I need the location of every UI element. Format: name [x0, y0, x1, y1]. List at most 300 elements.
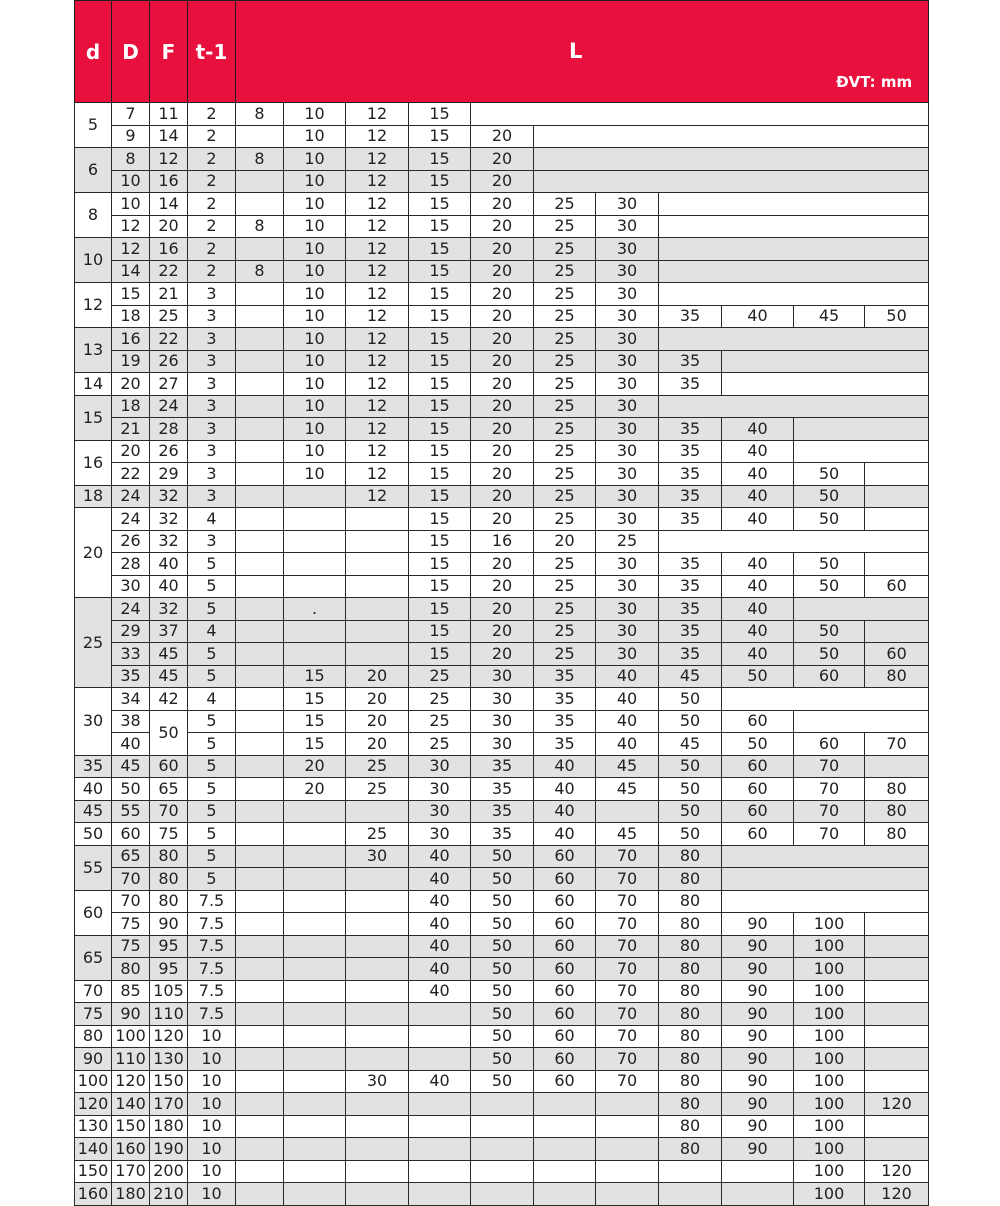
cell-L: 30 — [596, 598, 659, 621]
header-D: D — [112, 1, 150, 103]
cell-t: 3 — [188, 395, 236, 418]
cell-L-empty — [722, 350, 929, 373]
table-body — [75, 1, 929, 1206]
cell-D: 60 — [112, 823, 150, 846]
cell-L — [236, 958, 284, 981]
cell-L-empty — [659, 193, 929, 216]
cell-L: 25 — [534, 328, 596, 351]
cell-L-empty — [794, 598, 929, 621]
cell-F: 11 — [150, 103, 188, 126]
cell-L: 35 — [471, 800, 534, 823]
table-row — [75, 890, 929, 913]
cell-L: 12 — [346, 283, 409, 306]
cell-L: 40 — [722, 575, 794, 598]
cell-L: 30 — [596, 283, 659, 306]
cell-D: 29 — [112, 620, 150, 643]
cell-L: 50 — [471, 935, 534, 958]
cell-t: 10 — [188, 1093, 236, 1116]
cell-d: 45 — [75, 800, 112, 823]
cell-D: 16 — [112, 328, 150, 351]
cell-L: 20 — [471, 440, 534, 463]
cell-L — [346, 958, 409, 981]
cell-L: 40 — [722, 553, 794, 576]
cell-t: 2 — [188, 215, 236, 238]
cell-L — [284, 1093, 346, 1116]
cell-L — [346, 1138, 409, 1161]
table-row — [75, 1048, 929, 1071]
cell-L — [471, 1138, 534, 1161]
cell-D: 33 — [112, 643, 150, 666]
cell-L: 30 — [409, 800, 471, 823]
cell-L: 25 — [534, 508, 596, 531]
cell-L — [236, 1070, 284, 1093]
cell-L: 15 — [284, 710, 346, 733]
cell-L — [236, 778, 284, 801]
cell-L: 40 — [596, 688, 659, 711]
cell-L: 70 — [596, 890, 659, 913]
cell-d: 20 — [75, 508, 112, 598]
cell-L: 12 — [346, 170, 409, 193]
cell-t: 10 — [188, 1115, 236, 1138]
cell-L: 25 — [409, 710, 471, 733]
cell-L — [471, 1183, 534, 1206]
cell-F: 50 — [150, 710, 188, 755]
cell-L: 10 — [284, 328, 346, 351]
cell-L: 25 — [534, 575, 596, 598]
cell-F: 75 — [150, 823, 188, 846]
cell-F: 32 — [150, 598, 188, 621]
cell-L: 80 — [659, 890, 722, 913]
cell-L: 80 — [865, 800, 929, 823]
cell-F: 90 — [150, 913, 188, 936]
cell-L — [236, 845, 284, 868]
cell-L: 15 — [409, 328, 471, 351]
cell-L: 60 — [534, 868, 596, 891]
cell-L: 30 — [596, 485, 659, 508]
cell-D: 160 — [112, 1138, 150, 1161]
cell-L — [236, 1048, 284, 1071]
cell-L: 10 — [284, 193, 346, 216]
cell-L — [409, 1003, 471, 1026]
cell-L: 15 — [409, 485, 471, 508]
cell-L: 30 — [596, 643, 659, 666]
cell-L: 35 — [659, 440, 722, 463]
cell-L — [236, 643, 284, 666]
cell-t: 10 — [188, 1183, 236, 1206]
cell-L: 8 — [236, 260, 284, 283]
cell-L — [284, 980, 346, 1003]
cell-L: 35 — [659, 553, 722, 576]
cell-D: 18 — [112, 305, 150, 328]
table-row — [75, 1115, 929, 1138]
cell-L: 40 — [534, 823, 596, 846]
cell-L — [236, 935, 284, 958]
cell-F: 45 — [150, 643, 188, 666]
cell-L: 25 — [534, 373, 596, 396]
cell-L: 60 — [794, 665, 865, 688]
cell-L — [284, 1183, 346, 1206]
cell-L: 15 — [409, 440, 471, 463]
cell-L — [284, 485, 346, 508]
cell-t: 5 — [188, 665, 236, 688]
cell-L: 120 — [865, 1160, 929, 1183]
cell-L — [346, 800, 409, 823]
cell-F: 40 — [150, 575, 188, 598]
cell-L: 15 — [409, 215, 471, 238]
cell-t: 2 — [188, 238, 236, 261]
cell-F: 190 — [150, 1138, 188, 1161]
cell-L: 40 — [409, 935, 471, 958]
cell-L — [346, 553, 409, 576]
cell-L: 60 — [534, 1048, 596, 1071]
cell-L-empty — [659, 283, 929, 306]
cell-L: 15 — [409, 508, 471, 531]
cell-t: 10 — [188, 1160, 236, 1183]
cell-L — [596, 1093, 659, 1116]
cell-L: 80 — [659, 980, 722, 1003]
cell-t: 7.5 — [188, 913, 236, 936]
cell-L: 30 — [471, 665, 534, 688]
header-d: d — [75, 1, 112, 103]
cell-L: 90 — [722, 935, 794, 958]
cell-L: 15 — [409, 125, 471, 148]
cell-D: 65 — [112, 845, 150, 868]
cell-L: 15 — [409, 103, 471, 126]
cell-D: 30 — [112, 575, 150, 598]
table-row — [75, 260, 929, 283]
cell-D: 12 — [112, 238, 150, 261]
table-row — [75, 733, 929, 756]
cell-L: 30 — [596, 440, 659, 463]
cell-L: 10 — [284, 103, 346, 126]
cell-L — [236, 980, 284, 1003]
cell-D: 70 — [112, 868, 150, 891]
cell-t: 2 — [188, 170, 236, 193]
cell-L — [284, 1138, 346, 1161]
cell-D: 10 — [112, 193, 150, 216]
cell-L: 35 — [659, 373, 722, 396]
header-F: F — [150, 1, 188, 103]
cell-D: 80 — [112, 958, 150, 981]
cell-F: 22 — [150, 260, 188, 283]
cell-L: 70 — [794, 823, 865, 846]
cell-t: 3 — [188, 305, 236, 328]
cell-L — [284, 913, 346, 936]
cell-L: 30 — [596, 328, 659, 351]
cell-D: 120 — [112, 1070, 150, 1093]
cell-L-empty — [722, 868, 929, 891]
cell-t: 5 — [188, 553, 236, 576]
cell-L: 25 — [534, 305, 596, 328]
cell-L: 20 — [471, 418, 534, 441]
table-row — [75, 508, 929, 531]
cell-d: 100 — [75, 1070, 112, 1093]
cell-L: 40 — [722, 643, 794, 666]
cell-F: 45 — [150, 665, 188, 688]
cell-L — [284, 620, 346, 643]
cell-L — [236, 868, 284, 891]
cell-L: 15 — [409, 148, 471, 171]
cell-L: 45 — [596, 778, 659, 801]
cell-L: 30 — [346, 1070, 409, 1093]
cell-D: 14 — [112, 260, 150, 283]
cell-F: 16 — [150, 170, 188, 193]
cell-L: 20 — [471, 215, 534, 238]
table-row — [75, 373, 929, 396]
cell-L — [236, 553, 284, 576]
cell-L — [346, 1115, 409, 1138]
cell-L — [284, 1160, 346, 1183]
cell-L-empty — [865, 1138, 929, 1161]
cell-L — [346, 868, 409, 891]
cell-L — [236, 350, 284, 373]
table-row — [75, 215, 929, 238]
table-row — [75, 575, 929, 598]
cell-L: 20 — [471, 125, 534, 148]
cell-L: 80 — [659, 1070, 722, 1093]
cell-L: 80 — [659, 958, 722, 981]
cell-L: 30 — [596, 508, 659, 531]
cell-L-empty — [659, 530, 929, 553]
cell-L — [346, 935, 409, 958]
cell-D: 75 — [112, 935, 150, 958]
cell-L: 70 — [596, 935, 659, 958]
table-row — [75, 283, 929, 306]
cell-L: 30 — [409, 778, 471, 801]
cell-F: 130 — [150, 1048, 188, 1071]
cell-t: 5 — [188, 643, 236, 666]
cell-L-empty — [659, 395, 929, 418]
cell-L — [409, 1160, 471, 1183]
cell-L: 80 — [659, 1048, 722, 1071]
cell-L: 40 — [722, 463, 794, 486]
cell-L: 40 — [722, 598, 794, 621]
cell-L: 30 — [596, 463, 659, 486]
cell-L: 10 — [284, 373, 346, 396]
cell-L-empty — [865, 935, 929, 958]
cell-L: 40 — [722, 620, 794, 643]
cell-L: 40 — [722, 485, 794, 508]
cell-L: 25 — [534, 485, 596, 508]
cell-L: 10 — [284, 440, 346, 463]
cell-L: 40 — [722, 440, 794, 463]
cell-D: 110 — [112, 1048, 150, 1071]
cell-L: 70 — [596, 1070, 659, 1093]
cell-F: 14 — [150, 125, 188, 148]
cell-D: 26 — [112, 530, 150, 553]
cell-L-empty — [534, 125, 929, 148]
cell-L — [596, 800, 659, 823]
cell-L: 80 — [659, 1138, 722, 1161]
cell-L: 50 — [794, 553, 865, 576]
cell-L — [346, 1183, 409, 1206]
cell-L-empty — [722, 890, 929, 913]
cell-L: 90 — [722, 1025, 794, 1048]
cell-t: 3 — [188, 350, 236, 373]
cell-L — [596, 1183, 659, 1206]
cell-L — [236, 193, 284, 216]
cell-L: 40 — [409, 845, 471, 868]
cell-F: 40 — [150, 553, 188, 576]
cell-L: 60 — [534, 1003, 596, 1026]
cell-D: 28 — [112, 553, 150, 576]
cell-t: 10 — [188, 1138, 236, 1161]
cell-L: 60 — [722, 755, 794, 778]
cell-L: 10 — [284, 148, 346, 171]
cell-L: 50 — [865, 305, 929, 328]
cell-L — [236, 710, 284, 733]
cell-d: 60 — [75, 890, 112, 935]
cell-L: 60 — [865, 643, 929, 666]
cell-L: 25 — [534, 260, 596, 283]
cell-d: 80 — [75, 1025, 112, 1048]
cell-F: 150 — [150, 1070, 188, 1093]
cell-D: 150 — [112, 1115, 150, 1138]
cell-L — [236, 170, 284, 193]
cell-L — [236, 530, 284, 553]
cell-L: 30 — [596, 575, 659, 598]
cell-d: 90 — [75, 1048, 112, 1071]
cell-L: 8 — [236, 103, 284, 126]
table-row — [75, 1138, 929, 1161]
table-row — [75, 350, 929, 373]
cell-L: 100 — [794, 935, 865, 958]
cell-L: 100 — [794, 1048, 865, 1071]
cell-t: 2 — [188, 125, 236, 148]
cell-L: 15 — [409, 350, 471, 373]
cell-L: 20 — [471, 283, 534, 306]
cell-L — [346, 598, 409, 621]
cell-t: 7.5 — [188, 980, 236, 1003]
cell-L: 30 — [596, 553, 659, 576]
cell-F: 20 — [150, 215, 188, 238]
cell-L: 35 — [659, 463, 722, 486]
cell-L: 15 — [284, 688, 346, 711]
cell-L: 30 — [596, 418, 659, 441]
cell-L — [236, 1003, 284, 1026]
cell-D: 38 — [112, 710, 150, 733]
cell-L: 80 — [659, 1093, 722, 1116]
cell-L: 30 — [596, 260, 659, 283]
cell-L — [236, 890, 284, 913]
cell-L — [471, 1160, 534, 1183]
unit-label: ĐVT: mm — [836, 73, 913, 91]
cell-L: 30 — [409, 823, 471, 846]
cell-L: 50 — [471, 845, 534, 868]
cell-L: 12 — [346, 238, 409, 261]
cell-L: 20 — [471, 485, 534, 508]
cell-L — [346, 1003, 409, 1026]
cell-L: 50 — [471, 980, 534, 1003]
table-row — [75, 1183, 929, 1206]
cell-L: 25 — [534, 598, 596, 621]
cell-L: 70 — [865, 733, 929, 756]
cell-d: 120 — [75, 1093, 112, 1116]
cell-F: 12 — [150, 148, 188, 171]
cell-L-empty — [865, 958, 929, 981]
cell-L: 10 — [284, 395, 346, 418]
cell-L: 40 — [722, 508, 794, 531]
cell-d: 10 — [75, 238, 112, 283]
cell-L: 10 — [284, 305, 346, 328]
cell-L-empty — [865, 1025, 929, 1048]
cell-F: 110 — [150, 1003, 188, 1026]
cell-t: 3 — [188, 530, 236, 553]
cell-L-empty — [865, 553, 929, 576]
table-row — [75, 1070, 929, 1093]
cell-L: 20 — [471, 238, 534, 261]
cell-t: 2 — [188, 103, 236, 126]
table-row — [75, 193, 929, 216]
cell-L — [236, 283, 284, 306]
cell-L: 80 — [865, 665, 929, 688]
cell-L: 40 — [722, 305, 794, 328]
cell-L — [236, 913, 284, 936]
cell-L — [284, 845, 346, 868]
cell-L: 8 — [236, 148, 284, 171]
cell-D: 180 — [112, 1183, 150, 1206]
cell-L: 50 — [659, 710, 722, 733]
cell-L: 40 — [534, 755, 596, 778]
table-row — [75, 755, 929, 778]
cell-L: 25 — [534, 283, 596, 306]
cell-t: 4 — [188, 688, 236, 711]
cell-L: 45 — [659, 733, 722, 756]
cell-D: 8 — [112, 148, 150, 171]
cell-L — [409, 1025, 471, 1048]
cell-L: 35 — [659, 620, 722, 643]
cell-L: 50 — [722, 665, 794, 688]
cell-L — [534, 1115, 596, 1138]
table-row — [75, 103, 929, 126]
cell-F: 70 — [150, 800, 188, 823]
cell-L: 50 — [471, 890, 534, 913]
cell-L: 90 — [722, 980, 794, 1003]
cell-L: 80 — [659, 845, 722, 868]
cell-t: 5 — [188, 845, 236, 868]
cell-L: 60 — [722, 778, 794, 801]
cell-F: 65 — [150, 778, 188, 801]
cell-L: 25 — [534, 553, 596, 576]
cell-L: 100 — [794, 1115, 865, 1138]
cell-L: 45 — [596, 823, 659, 846]
table-row — [75, 238, 929, 261]
cell-L: 90 — [722, 1003, 794, 1026]
cell-L — [236, 800, 284, 823]
cell-L: 35 — [659, 485, 722, 508]
cell-D: 170 — [112, 1160, 150, 1183]
cell-L-empty — [865, 1115, 929, 1138]
cell-L: 12 — [346, 440, 409, 463]
cell-L: 60 — [722, 823, 794, 846]
cell-L: 30 — [596, 215, 659, 238]
cell-L — [236, 463, 284, 486]
cell-L — [534, 1160, 596, 1183]
cell-F: 200 — [150, 1160, 188, 1183]
header-L — [236, 1, 929, 103]
cell-t: 7.5 — [188, 935, 236, 958]
cell-L — [471, 1115, 534, 1138]
cell-d: 160 — [75, 1183, 112, 1206]
cell-t: 10 — [188, 1070, 236, 1093]
cell-L: 40 — [596, 665, 659, 688]
cell-L — [236, 485, 284, 508]
cell-D: 24 — [112, 485, 150, 508]
cell-L: 20 — [471, 193, 534, 216]
cell-D: 45 — [112, 755, 150, 778]
cell-d: 30 — [75, 688, 112, 756]
table-row — [75, 980, 929, 1003]
